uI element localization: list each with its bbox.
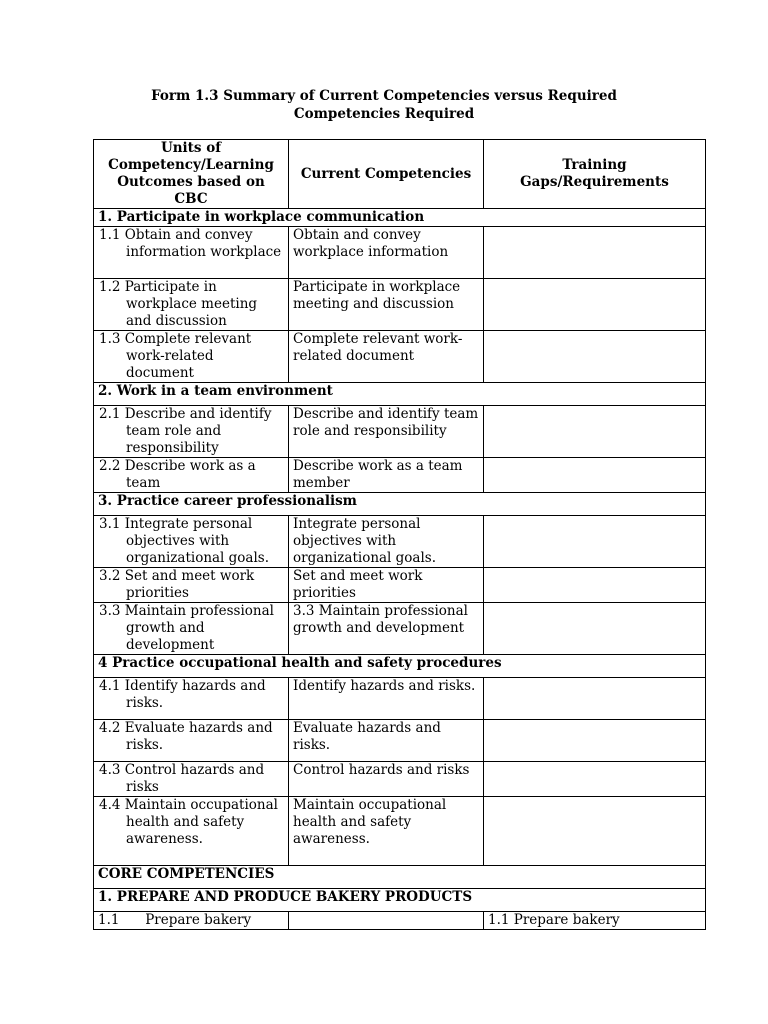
outcome-cell: 2.1 Describe and identify team role and responsibility (94, 406, 289, 458)
gap-cell (484, 762, 706, 797)
current-cell: Evaluate hazards and risks. (289, 720, 484, 762)
section-title: 3. Practice career professionalism (94, 493, 706, 516)
gap-cell (484, 797, 706, 866)
form-title (0, 87, 768, 123)
table-row (94, 279, 706, 331)
table-row (94, 762, 706, 797)
table-row (94, 603, 706, 655)
current-cell: Complete relevant work-related document (289, 331, 484, 383)
form-title-line-1: Form 1.3 Summary of Current Competencies versus Required (151, 88, 617, 104)
section-title: 4 Practice occupational health and safety procedures (94, 655, 706, 678)
current-cell: Identify hazards and risks. (289, 678, 484, 720)
current-cell (289, 912, 484, 930)
table-row (94, 912, 706, 930)
table-row (94, 516, 706, 568)
table-row (94, 227, 706, 279)
gap-cell (484, 720, 706, 762)
current-cell: Describe work as a team member (289, 458, 484, 493)
current-cell: 3.3 Maintain professional growth and development (289, 603, 484, 655)
section-row (94, 493, 706, 516)
table-row (94, 406, 706, 458)
gap-cell (484, 603, 706, 655)
table-row (94, 458, 706, 493)
current-cell: Obtain and convey workplace information (289, 227, 484, 279)
outcome-cell: 3.2 Set and meet work priorities (94, 568, 289, 603)
form-title-line-2: Competencies Required (293, 106, 475, 122)
outcome-cell: 3.1 Integrate personal objectives with organizational goals. (94, 516, 289, 568)
table-row (94, 331, 706, 383)
gap-cell (484, 458, 706, 493)
header-training-gaps: Training Gaps/Requirements (484, 140, 706, 209)
core-unit-title: 1. PREPARE AND PRODUCE BAKERY PRODUCTS (94, 889, 706, 912)
gap-cell (484, 331, 706, 383)
core-competencies-row (94, 866, 706, 889)
outcome-cell: 4.2 Evaluate hazards and risks. (94, 720, 289, 762)
section-title: 2. Work in a team environment (94, 383, 706, 406)
section-row (94, 383, 706, 406)
current-cell: Maintain occupational health and safety awareness. (289, 797, 484, 866)
table-row (94, 568, 706, 603)
outcome-cell: 1.1 Prepare bakery (94, 912, 289, 930)
outcome-cell: 1.2 Participate in workplace meeting and discussion (94, 279, 289, 331)
section-row (94, 209, 706, 227)
current-cell: Integrate personal objectives with organizational goals. (289, 516, 484, 568)
header-row (94, 140, 706, 209)
gap-cell (484, 568, 706, 603)
outcome-cell: 3.3 Maintain professional growth and development (94, 603, 289, 655)
outcome-cell: 4.4 Maintain occupational health and safety awareness. (94, 797, 289, 866)
competency-table (93, 139, 706, 930)
current-cell: Participate in workplace meeting and discussion (289, 279, 484, 331)
core-competencies-title: CORE COMPETENCIES (94, 866, 706, 889)
current-cell: Describe and identify team role and responsibility (289, 406, 484, 458)
section-title: 1. Participate in workplace communication (94, 209, 706, 227)
gap-cell (484, 406, 706, 458)
outcome-cell: 4.1 Identify hazards and risks. (94, 678, 289, 720)
gap-cell (484, 227, 706, 279)
current-cell: Control hazards and risks (289, 762, 484, 797)
gap-cell (484, 516, 706, 568)
header-units-of-competency: Units of Competency/Learning Outcomes based on CBC (94, 140, 289, 209)
core-unit-row (94, 889, 706, 912)
table-row (94, 678, 706, 720)
gap-cell: 1.1 Prepare bakery (484, 912, 706, 930)
table-row (94, 720, 706, 762)
current-cell: Set and meet work priorities (289, 568, 484, 603)
section-row (94, 655, 706, 678)
outcome-cell: 1.1 Obtain and convey information workplace (94, 227, 289, 279)
header-current-competencies: Current Competencies (289, 140, 484, 209)
outcome-cell: 4.3 Control hazards and risks (94, 762, 289, 797)
table-row (94, 797, 706, 866)
outcome-cell: 2.2 Describe work as a team (94, 458, 289, 493)
outcome-cell: 1.3 Complete relevant work-related document (94, 331, 289, 383)
gap-cell (484, 279, 706, 331)
gap-cell (484, 678, 706, 720)
